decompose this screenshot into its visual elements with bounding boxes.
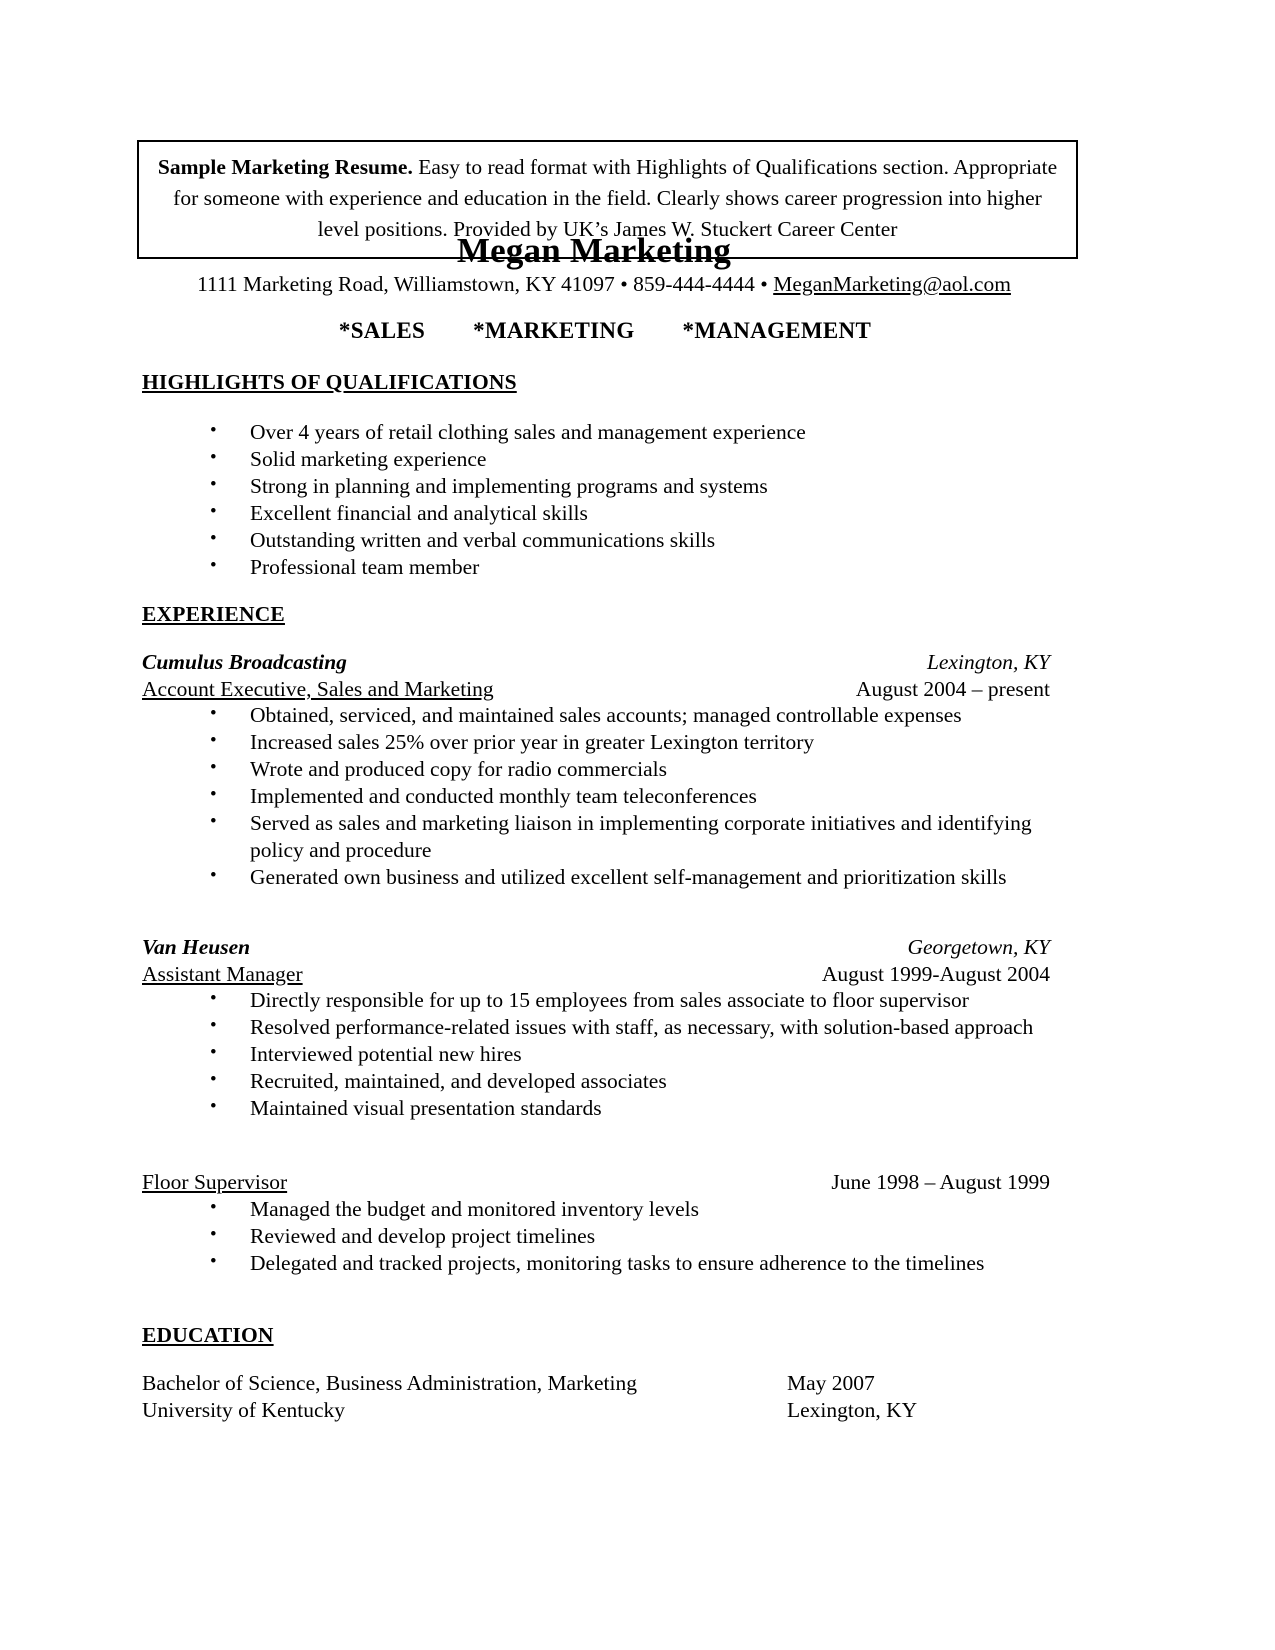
job-title-row: [142, 1170, 1050, 1195]
job-location: Georgetown, KY: [907, 935, 1050, 959]
list-item: • Maintained visual presentation standards: [142, 1095, 1050, 1122]
job-header-row: [142, 650, 1050, 675]
education-entry-row: [142, 1398, 1050, 1423]
job-company-name: Cumulus Broadcasting: [142, 650, 347, 674]
contact-separator-1: •: [620, 272, 628, 296]
list-item: • Generated own business and utilized excellent self-management and prioritization skills: [142, 864, 1050, 891]
job-company-name: Van Heusen: [142, 935, 251, 959]
list-item: • Resolved performance-related issues with staff, as necessary, with solution-based approach: [142, 1014, 1050, 1041]
job-title: Account Executive, Sales and Marketing: [142, 677, 494, 701]
contact-phone: 859-444-4444: [633, 272, 755, 296]
contact-separator-2: •: [760, 272, 768, 296]
list-item: • Professional team member: [142, 554, 1050, 581]
list-item: • Served as sales and marketing liaison in implementing corporate initiatives and identifying policy and procedure: [142, 810, 1050, 864]
list-item: • Obtained, serviced, and maintained sales accounts; managed controllable expenses: [142, 702, 1050, 729]
candidate-name: Megan Marketing: [456, 231, 732, 270]
list-item: • Managed the budget and monitored inventory levels: [142, 1196, 1050, 1223]
job-dates: August 2004 – present: [855, 677, 1050, 701]
list-item: • Delegated and tracked projects, monitoring tasks to ensure adherence to the timelines: [142, 1250, 1050, 1277]
education-degree: Bachelor of Science, Business Administration, Marketing: [142, 1371, 638, 1395]
intro-body-text: Easy to read format with Highlights of Qualifications section. Appropriate for someone with experience and education in the field. Clearly shows career progression into higher level positions. Provided by UK’s James W. Stuckert Career Center: [173, 155, 1058, 241]
education-date: May 2007: [787, 1371, 875, 1395]
list-item: • Wrote and produced copy for radio commercials: [142, 756, 1050, 783]
section-heading-highlights: HIGHLIGHTS OF QUALIFICATIONS: [142, 370, 517, 394]
list-item: • Directly responsible for up to 15 employees from sales associate to floor supervisor: [142, 987, 1050, 1014]
contact-line: [0, 272, 1208, 297]
job-title: Floor Supervisor: [142, 1170, 288, 1194]
list-item: • Recruited, maintained, and developed associates: [142, 1068, 1050, 1095]
section-heading-education: EDUCATION: [142, 1323, 274, 1347]
job-title-row: [142, 677, 1050, 702]
list-item: • Increased sales 25% over prior year in greater Lexington territory: [142, 729, 1050, 756]
objective-keyword-0: *SALES: [338, 318, 426, 343]
list-item: • Excellent financial and analytical skills: [142, 500, 1050, 527]
list-item: • Over 4 years of retail clothing sales and management experience: [142, 419, 1050, 446]
section-heading-experience: EXPERIENCE: [142, 602, 285, 626]
job-dates: June 1998 – August 1999: [831, 1170, 1050, 1194]
list-item: • Outstanding written and verbal communications skills: [142, 527, 1050, 554]
highlights-bullet-list: [142, 419, 1050, 581]
list-item: • Interviewed potential new hires: [142, 1041, 1050, 1068]
job-title-row: [142, 962, 1050, 987]
contact-email-link[interactable]: MeganMarketing@aol.com: [773, 272, 1011, 296]
job-title: Assistant Manager: [142, 962, 303, 986]
objective-keyword-1: *MARKETING: [473, 318, 635, 343]
job-bullet-list: [142, 987, 1050, 1122]
education-location: Lexington, KY: [787, 1398, 918, 1422]
job-bullet-list: [142, 1196, 1050, 1277]
objective-keyword-2: *MANAGEMENT: [682, 318, 872, 343]
objective-keywords: [0, 318, 1210, 344]
list-item: • Strong in planning and implementing programs and systems: [142, 473, 1050, 500]
job-bullet-list: [142, 702, 1050, 891]
contact-address: 1111 Marketing Road, Williamstown, KY 41097: [197, 272, 615, 296]
list-item: • Implemented and conducted monthly team teleconferences: [142, 783, 1050, 810]
job-header-row: [142, 935, 1050, 960]
education-institution: University of Kentucky: [142, 1398, 346, 1422]
job-location: Lexington, KY: [926, 650, 1050, 674]
intro-lead-text: Sample Marketing Resume.: [157, 155, 413, 179]
education-entry-row: [142, 1371, 1050, 1396]
job-dates: August 1999-August 2004: [821, 962, 1050, 986]
list-item: • Solid marketing experience: [142, 446, 1050, 473]
list-item: • Reviewed and develop project timelines: [142, 1223, 1050, 1250]
